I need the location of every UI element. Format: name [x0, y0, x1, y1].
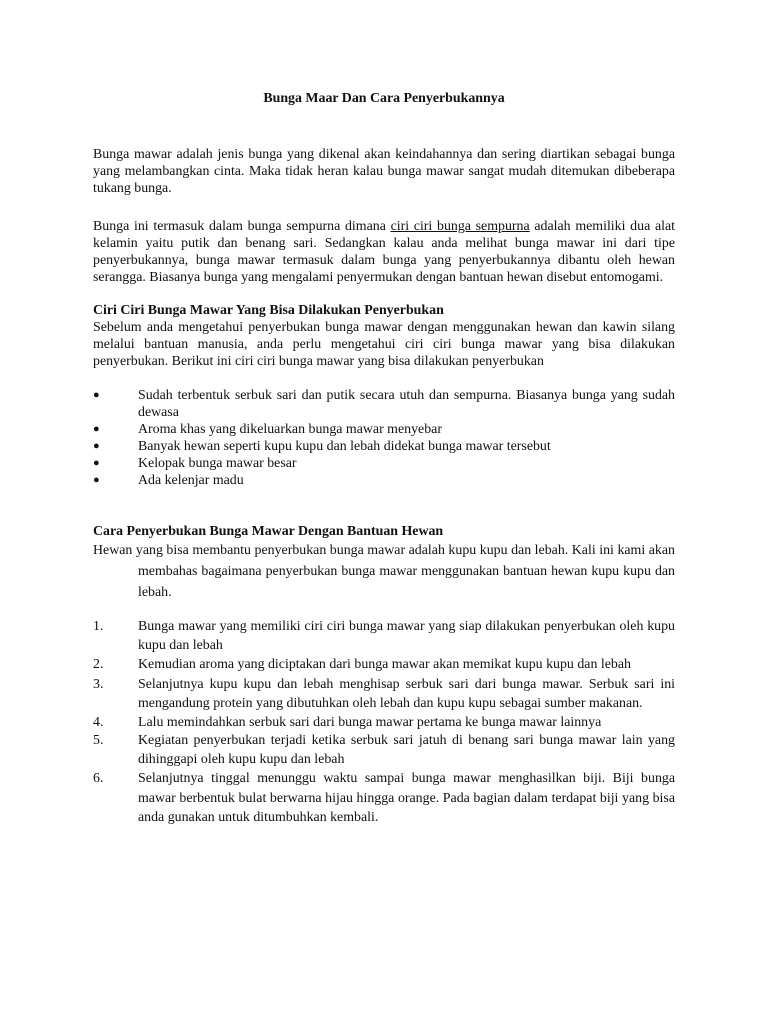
step-number: 2. — [93, 657, 104, 672]
step-number: 1. — [93, 619, 104, 634]
flower-type-paragraph — [93, 218, 675, 286]
document-title: Bunga Maar Dan Cara Penyerbukannya — [263, 91, 505, 106]
step-text: Lalu memindahkan serbuk sari dari bunga mawar pertama ke bunga mawar lainnya — [138, 714, 602, 730]
bullet-icon: ● — [93, 457, 100, 469]
characteristics-heading: Ciri Ciri Bunga Mawar Yang Bisa Dilakukan Penyerbukan — [93, 303, 444, 318]
step-item — [93, 714, 675, 733]
characteristics-paragraph: Sebelum anda mengetahui penyerbukan bunga mawar dengan menggunakan hewan dan kawin silang melalui bantuan manusia, anda perlu mengetahui ciri ciri bunga mawar yang bisa dilakukan penyerbukan. Berikut ini ciri ciri bunga mawar yang bisa dilakukan penyerbukan — [93, 320, 675, 369]
list-item-text: Aroma khas yang dikeluarkan bunga mawar menyebar — [138, 422, 442, 437]
document-body — [93, 146, 675, 828]
step-item — [93, 618, 675, 655]
step-text: Selanjutnya kupu kupu dan lebah menghisap serbuk sari dari bunga mawar. Serbuk sari ini mengandung protein yang dibutuhkan oleh lebah dan kupu kupu sebagai sumber makanan. — [138, 676, 675, 711]
step-number: 6. — [93, 771, 104, 786]
step-item — [93, 769, 675, 828]
step-item — [93, 732, 675, 769]
list-item-text: Kelopak bunga mawar besar — [138, 456, 297, 471]
bullet-icon: ● — [93, 440, 100, 452]
step-item — [93, 675, 675, 714]
intro-section — [93, 146, 675, 286]
pollination-section — [93, 523, 675, 828]
list-item-text: Ada kelenjar madu — [138, 473, 244, 488]
list-item — [93, 421, 675, 438]
intro-paragraph: Bunga mawar adalah jenis bunga yang dikenal akan keindahannya dan sering diartikan sebagai bunga yang melambangkan cinta. Maka tidak heran kalau bunga mawar sangat mudah ditemukan dibeberapa tukang bunga. — [93, 147, 675, 196]
list-item-text: Banyak hewan seperti kupu kupu dan lebah didekat bunga mawar tersebut — [138, 439, 551, 454]
pollination-paragraph: Hewan yang bisa membantu penyerbukan bunga mawar adalah kupu kupu dan lebah. Kali ini kami akan membahas bagaimana penyerbukan bunga mawar menggunakan bantuan hewan kupu kupu dan lebah. — [93, 543, 675, 600]
ciri-ciri-bunga-sempurna-link[interactable]: ciri ciri bunga sempurna — [390, 219, 530, 234]
pollination-heading: Cara Penyerbukan Bunga Mawar Dengan Bantuan Hewan — [93, 524, 444, 539]
list-item-text: Sudah terbentuk serbuk sari dan putik secara utuh dan sempurna. Biasanya bunga yang sudah dewasa — [138, 388, 675, 420]
paragraph-text-after-link: adalah memiliki dua alat kelamin yaitu putik dan benang sari. Sedangkan kalau anda melihat bunga mawar ini dari tipe penyerbukannya, bunga mawar termasuk dalam bunga yang penyerbukannya dibantu oleh hewan serangga. Biasanya bunga yang mengalami penyermukan dengan bantuan hewan disebut entomogami. — [93, 219, 675, 285]
step-text: Selanjutnya tinggal menunggu waktu sampai bunga mawar menghasilkan biji. Biji bunga mawar berbentuk bulat berwarna hijau hingga orange. Pada bagian dalam terdapat biji yang bisa anda gunakan untuk ditumbuhkan kembali. — [138, 771, 675, 825]
step-text: Kegiatan penyerbukan terjadi ketika serbuk sari jatuh di benang sari bunga mawar lain yang dihinggapi oleh kupu kupu dan lebah — [138, 733, 675, 767]
list-item — [93, 438, 675, 455]
characteristics-list — [93, 387, 675, 489]
pollination-steps-list — [93, 618, 675, 828]
list-item — [93, 455, 675, 472]
step-item — [93, 655, 675, 675]
paragraph-text-before-link: Bunga ini termasuk dalam bunga sempurna dimana — [93, 219, 391, 234]
step-text: Bunga mawar yang memiliki ciri ciri bunga mawar yang siap dilakukan penyerbukan oleh kupu kupu dan lebah — [138, 619, 675, 653]
bullet-icon: ● — [93, 423, 100, 435]
list-item — [93, 472, 675, 489]
list-item — [93, 387, 675, 421]
step-number: 4. — [93, 714, 104, 730]
bullet-icon: ● — [93, 474, 100, 486]
step-number: 3. — [93, 676, 104, 692]
characteristics-section — [93, 302, 675, 489]
step-text: Kemudian aroma yang diciptakan dari bunga mawar akan memikat kupu kupu dan lebah — [138, 657, 631, 672]
bullet-icon: ● — [93, 389, 100, 401]
step-number: 5. — [93, 733, 104, 748]
